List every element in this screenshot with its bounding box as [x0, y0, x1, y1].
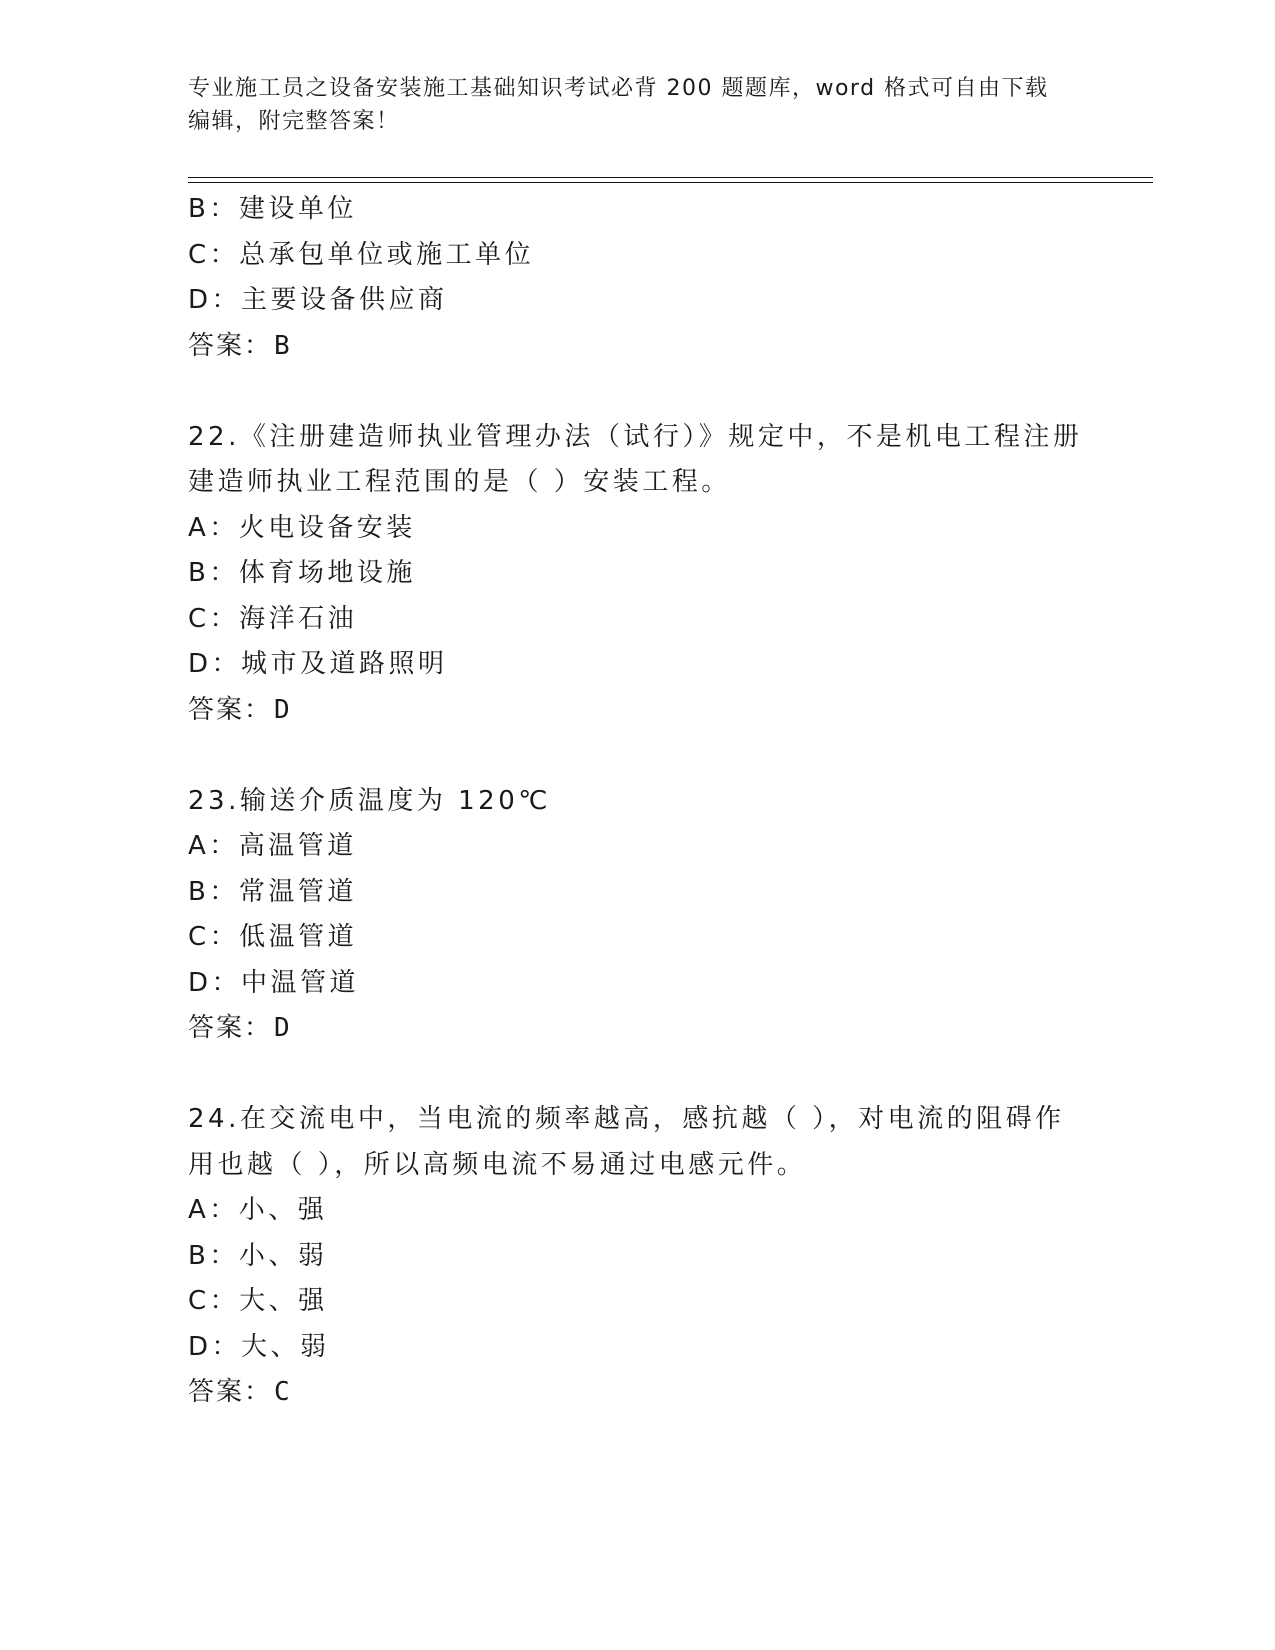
header-divider-top — [188, 177, 1153, 178]
question-22 — [188, 415, 1088, 734]
question-stem-line-1: 24.在交流电中，当电流的频率越高，感抗越（ ），对电流的阻碍作 — [188, 1104, 1065, 1134]
answer-value: B — [274, 330, 292, 361]
question-21 — [188, 187, 1088, 369]
question-24 — [188, 1097, 1088, 1416]
answer-line — [188, 1006, 1088, 1052]
answer-label: 答案： — [188, 694, 273, 725]
answer-label: 答案： — [188, 1377, 273, 1407]
option-d: D：城市及道路照明 — [188, 649, 448, 679]
answer-value: D — [274, 694, 292, 725]
option-a: A：高温管道 — [188, 831, 357, 861]
answer-line — [188, 1370, 1088, 1416]
header-title-line-2: 编辑，附完整答案！ — [188, 109, 400, 134]
option-d: D：中温管道 — [188, 967, 360, 998]
header-title-line-1: 专业施工员之设备安装施工基础知识考试必背 200 题题库，word 格式可自由下载 — [188, 76, 1049, 101]
option-d: D：主要设备供应商 — [188, 285, 448, 315]
question-stem-line-2: 建造师执业工程范围的是（ ）安装工程。 — [188, 467, 731, 497]
option-d: D：大、弱 — [188, 1331, 330, 1362]
answer-value: D — [274, 1013, 292, 1043]
spacer — [188, 1052, 1088, 1098]
answer-line — [188, 324, 1088, 370]
question-23 — [188, 779, 1088, 1052]
option-a: A：小、强 — [188, 1195, 328, 1225]
option-a: A：火电设备安装 — [188, 512, 416, 543]
question-stem-line-2: 用也越（ ），所以高频电流不易通过电感元件。 — [188, 1149, 807, 1180]
spacer — [188, 369, 1088, 415]
option-c: C：低温管道 — [188, 922, 358, 952]
question-list — [188, 187, 1088, 1416]
question-stem-line-1: 23.输送介质温度为 120℃ — [188, 785, 551, 816]
option-b: B：小、弱 — [188, 1240, 328, 1271]
answer-value: C — [274, 1377, 292, 1407]
option-c: C：总承包单位或施工单位 — [188, 239, 535, 270]
option-b: B：常温管道 — [188, 876, 357, 907]
answer-label: 答案： — [188, 1013, 273, 1043]
answer-label: 答案： — [188, 330, 273, 361]
option-c: C：大、强 — [188, 1286, 328, 1316]
option-b: B：体育场地设施 — [188, 558, 416, 588]
document-header — [188, 72, 1068, 138]
header-divider-bottom — [188, 182, 1153, 183]
option-c: C：海洋石油 — [188, 603, 358, 634]
question-stem-line-1: 22.《注册建造师执业管理办法（试行）》规定中，不是机电工程注册 — [188, 421, 1083, 452]
answer-line — [188, 688, 1088, 734]
option-b: B：建设单位 — [188, 194, 357, 224]
spacer — [188, 733, 1088, 779]
